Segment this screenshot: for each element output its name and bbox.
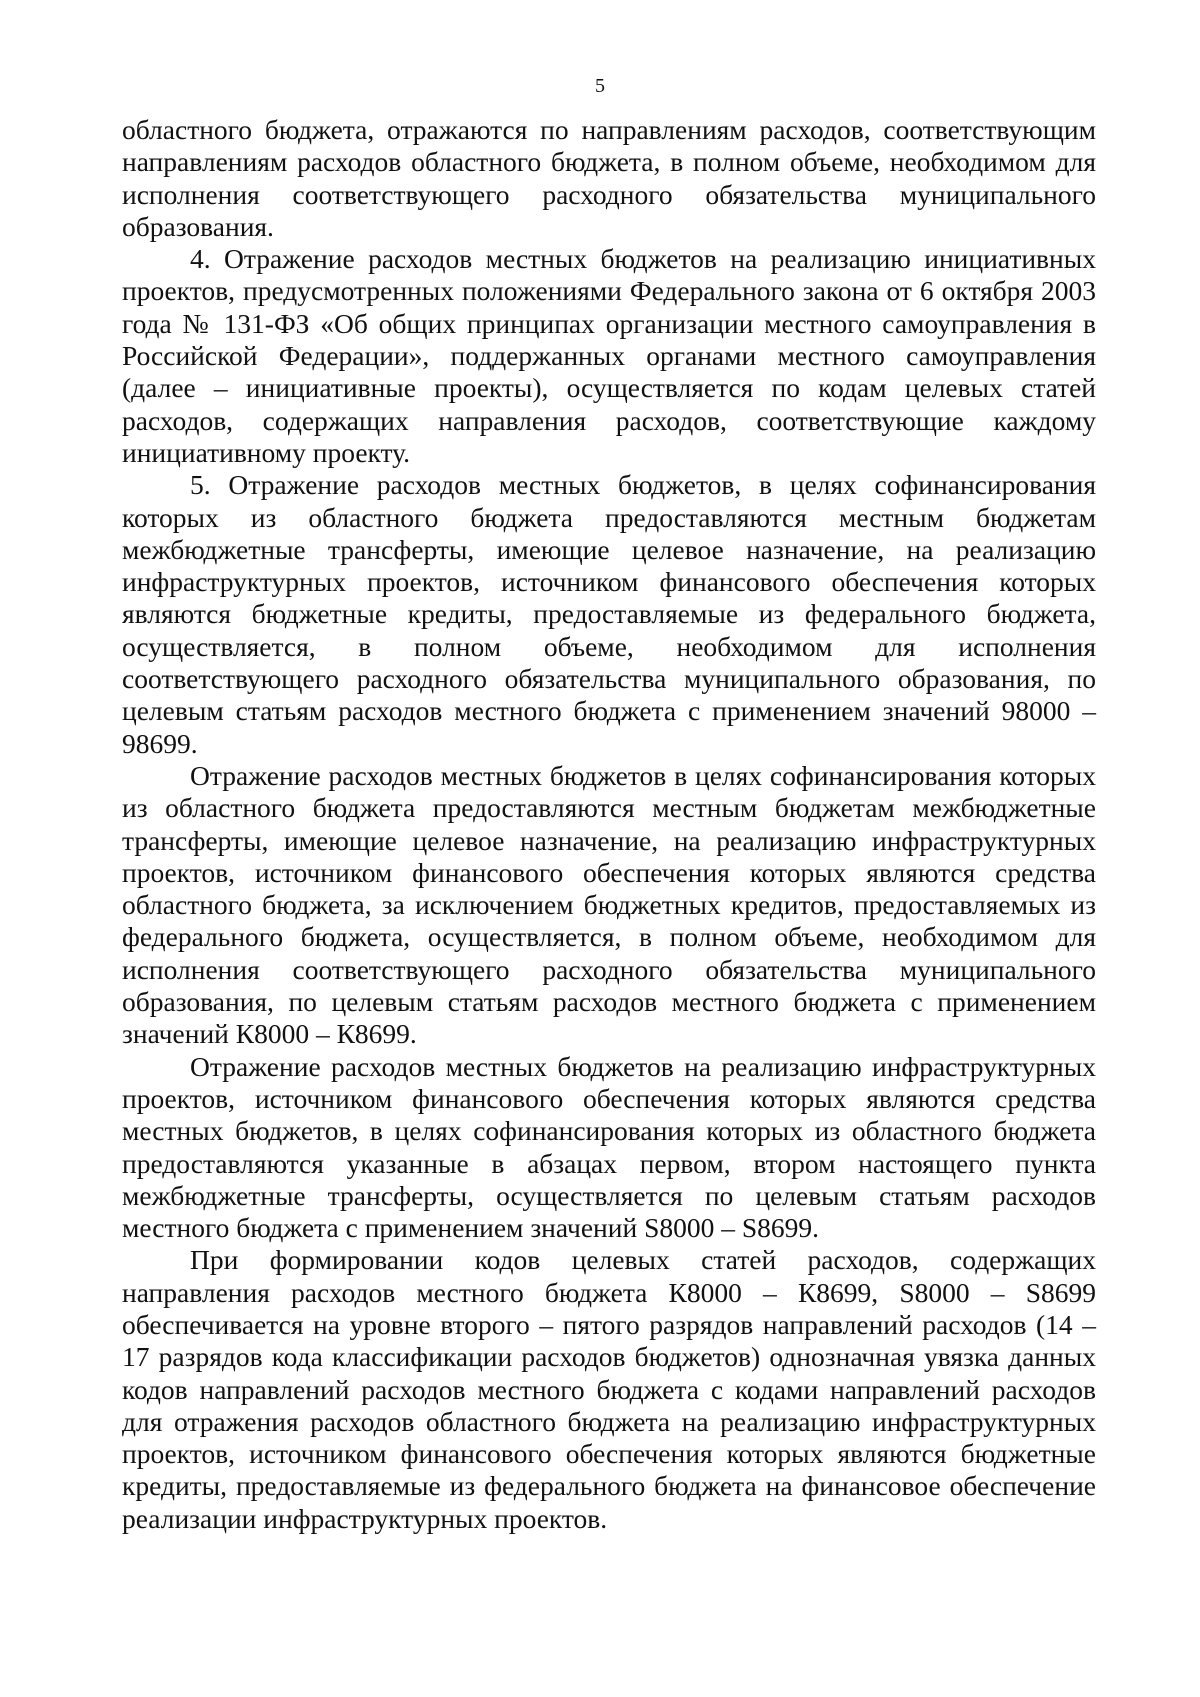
paragraph-item-4: 4. Отражение расходов местных бюджетов на реализацию инициативных проектов, предусмотренных положениями Федерального закона от 6 октября 2003 года № 131-ФЗ «Об общих принципах организации местного самоуправления в Российской Федерации», поддержанных органами местного самоуправления (далее – инициативные проекты), осуществляется по кодам целевых статей расходов, содержащих направления расходов, соответствующие каждому инициативному проекту.: [122, 243, 1096, 468]
paragraph-item-5: 5. Отражение расходов местных бюджетов, в целях софинансирования которых из областного бюджета предоставляются местным бюджетам межбюджетные трансферты, имеющие целевое назначение, на реализацию инфраструктурных проектов, источником финансового обеспечения которых являются бюджетные кредиты, предоставляемые из федерального бюджета, осуществляется, в полном объеме, необходимом для исполнения соответствующего расходного обязательства муниципального образования, по целевым статьям расходов местного бюджета с применением значений 98000 – 98699.: [122, 469, 1096, 759]
page-number: 5: [595, 75, 605, 97]
paragraph-continuation: областного бюджета, отражаются по направлениям расходов, соответствующим направлениям расходов областного бюджета, в полном объеме, необходимом для исполнения соответствующего расходного обязательства муниципального образования.: [122, 114, 1096, 242]
paragraph-item-5-subparagraph-4: При формировании кодов целевых статей расходов, содержащих направления расходов местного бюджета К8000 – К8699, S8000 – S8699 обеспечивается на уровне второго – пятого разрядов направлений расходов (14 – 17 разрядов кода классификации расходов бюджетов) однозначная увязка данных кодов направлений расходов местного бюджета с кодами направлений расходов для отражения расходов областного бюджета на реализацию инфраструктурных проектов, источником финансового обеспечения которых являются бюджетные кредиты, предоставляемые из федерального бюджета на финансовое обеспечение реализации инфраструктурных проектов.: [122, 1244, 1096, 1534]
paragraph-item-5-subparagraph-3: Отражение расходов местных бюджетов на реализацию инфраструктурных проектов, источником финансового обеспечения которых являются средства местных бюджетов, в целях софинансирования которых из областного бюджета предоставляются указанные в абзацах первом, втором настоящего пункта межбюджетные трансферты, осуществляется по целевым статьям расходов местного бюджета с применением значений S8000 – S8699.: [122, 1050, 1096, 1244]
paragraph-item-5-subparagraph-2: Отражение расходов местных бюджетов в целях софинансирования которых из областного бюджета предоставляются местным бюджетам межбюджетные трансферты, имеющие целевое назначение, на реализацию инфраструктурных проектов, источником финансового обеспечения которых являются средства областного бюджета, за исключением бюджетных кредитов, предоставляемых из федерального бюджета, осуществляется, в полном объеме, необходимом для исполнения соответствующего расходного обязательства муниципального образования, по целевым статьям расходов местного бюджета с применением значений К8000 – К8699.: [122, 759, 1096, 1050]
document-body: [122, 114, 1096, 1535]
